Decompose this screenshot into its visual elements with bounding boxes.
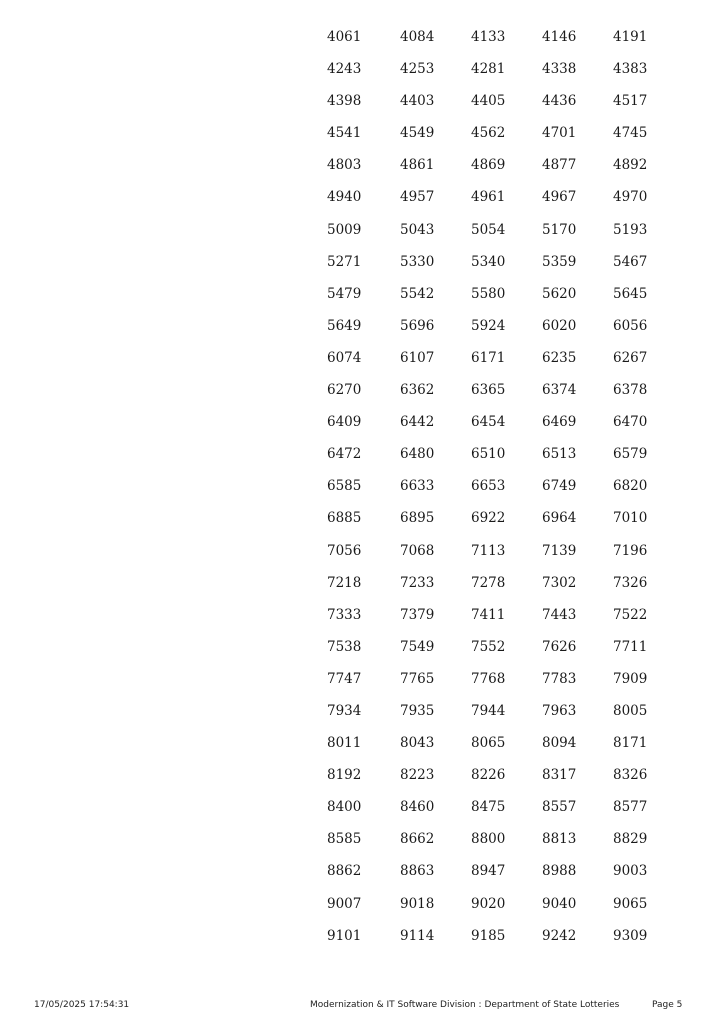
ticket-number: 6362 (400, 382, 435, 399)
ticket-number: 6374 (542, 382, 577, 399)
table-row (327, 926, 657, 958)
ticket-number: 6749 (542, 478, 577, 495)
ticket-number: 9065 (613, 895, 648, 912)
ticket-number: 4191 (613, 29, 648, 45)
table-row (327, 476, 657, 508)
table-row (327, 701, 657, 733)
ticket-number: 8475 (471, 799, 506, 816)
ticket-number: 5359 (542, 253, 577, 270)
ticket-number: 4892 (613, 157, 648, 174)
ticket-number: 5542 (400, 285, 435, 302)
ticket-number: 7934 (327, 702, 362, 719)
table-row (327, 412, 657, 444)
table-row (327, 59, 657, 91)
ticket-number: 8192 (327, 767, 362, 784)
ticket-number: 5271 (327, 253, 362, 270)
table-row (327, 605, 657, 637)
ticket-number: 8005 (613, 702, 648, 719)
ticket-number: 4803 (327, 157, 362, 174)
ticket-number: 9020 (471, 895, 506, 912)
ticket-number: 6020 (542, 317, 577, 334)
table-row (327, 187, 657, 219)
ticket-number: 8094 (542, 735, 577, 752)
ticket-number: 6235 (542, 349, 577, 366)
ticket-number: 6885 (327, 510, 362, 527)
ticket-number: 8585 (327, 831, 362, 848)
ticket-number: 4869 (471, 157, 506, 174)
ticket-number: 9185 (471, 927, 506, 944)
ticket-number: 7139 (542, 542, 577, 559)
ticket-number: 6480 (400, 446, 435, 463)
table-row (327, 348, 657, 380)
table-row (327, 220, 657, 252)
ticket-number: 4940 (327, 189, 362, 206)
ticket-number: 8557 (542, 799, 577, 816)
table-row (327, 733, 657, 765)
ticket-number: 8065 (471, 735, 506, 752)
ticket-number: 9003 (613, 863, 648, 880)
ticket-number: 4541 (327, 125, 362, 142)
ticket-number: 5645 (613, 285, 648, 302)
table-row (327, 541, 657, 573)
ticket-number: 4084 (400, 29, 435, 45)
ticket-number: 7333 (327, 606, 362, 623)
ticket-number: 4861 (400, 157, 435, 174)
ticket-number: 5696 (400, 317, 435, 334)
ticket-number: 8862 (327, 863, 362, 880)
ticket-number: 5649 (327, 317, 362, 334)
ticket-number: 7626 (542, 638, 577, 655)
ticket-number: 7768 (471, 670, 506, 687)
ticket-number: 7909 (613, 670, 648, 687)
ticket-number: 5479 (327, 285, 362, 302)
ticket-number: 7538 (327, 638, 362, 655)
winning-numbers-grid (327, 27, 657, 958)
table-row (327, 508, 657, 540)
ticket-number: 6270 (327, 382, 362, 399)
ticket-number: 7935 (400, 702, 435, 719)
table-row (327, 27, 657, 59)
ticket-number: 6470 (613, 414, 648, 431)
ticket-number: 7944 (471, 702, 506, 719)
ticket-number: 4061 (327, 29, 362, 45)
ticket-number: 8223 (400, 767, 435, 784)
table-row (327, 797, 657, 829)
table-row (327, 894, 657, 926)
ticket-number: 5340 (471, 253, 506, 270)
ticket-number: 7411 (471, 606, 506, 623)
ticket-number: 8829 (613, 831, 648, 848)
footer-page-number: Page 5 (652, 1000, 683, 1010)
ticket-number: 4517 (613, 93, 648, 110)
ticket-number: 7233 (400, 574, 435, 591)
ticket-number: 5043 (400, 221, 435, 238)
ticket-number: 7552 (471, 638, 506, 655)
ticket-number: 7522 (613, 606, 648, 623)
ticket-number: 5467 (613, 253, 648, 270)
ticket-number: 4701 (542, 125, 577, 142)
ticket-number: 7056 (327, 542, 362, 559)
ticket-number: 4338 (542, 61, 577, 78)
ticket-number: 6074 (327, 349, 362, 366)
ticket-number: 4967 (542, 189, 577, 206)
ticket-number: 7113 (471, 542, 506, 559)
table-row (327, 252, 657, 284)
table-row (327, 669, 657, 701)
ticket-number: 6442 (400, 414, 435, 431)
table-row (327, 284, 657, 316)
ticket-number: 7783 (542, 670, 577, 687)
ticket-number: 7379 (400, 606, 435, 623)
ticket-number: 7443 (542, 606, 577, 623)
ticket-number: 5620 (542, 285, 577, 302)
ticket-number: 6964 (542, 510, 577, 527)
ticket-number: 6922 (471, 510, 506, 527)
ticket-number: 6365 (471, 382, 506, 399)
ticket-number: 6267 (613, 349, 648, 366)
ticket-number: 4281 (471, 61, 506, 78)
table-row (327, 91, 657, 123)
ticket-number: 9040 (542, 895, 577, 912)
ticket-number: 7765 (400, 670, 435, 687)
ticket-number: 6056 (613, 317, 648, 334)
ticket-number: 4877 (542, 157, 577, 174)
ticket-number: 4549 (400, 125, 435, 142)
ticket-number: 4745 (613, 125, 648, 142)
ticket-number: 6107 (400, 349, 435, 366)
ticket-number: 4146 (542, 29, 577, 45)
table-row (327, 123, 657, 155)
ticket-number: 6579 (613, 446, 648, 463)
ticket-number: 5193 (613, 221, 648, 238)
ticket-number: 9309 (613, 927, 648, 944)
ticket-number: 9114 (400, 927, 435, 944)
ticket-number: 4562 (471, 125, 506, 142)
ticket-number: 8171 (613, 735, 648, 752)
ticket-number: 8988 (542, 863, 577, 880)
table-row (327, 637, 657, 669)
ticket-number: 4961 (471, 189, 506, 206)
footer-division: Modernization & IT Software Division : Department of State Lotteries (310, 1000, 620, 1010)
ticket-number: 6585 (327, 478, 362, 495)
ticket-number: 7711 (613, 638, 648, 655)
ticket-number: 5330 (400, 253, 435, 270)
ticket-number: 7068 (400, 542, 435, 559)
ticket-number: 4970 (613, 189, 648, 206)
ticket-number: 6513 (542, 446, 577, 463)
ticket-number: 9018 (400, 895, 435, 912)
ticket-number: 4405 (471, 93, 506, 110)
ticket-number: 7747 (327, 670, 362, 687)
ticket-number: 5054 (471, 221, 506, 238)
ticket-number: 6378 (613, 382, 648, 399)
ticket-number: 4243 (327, 61, 362, 78)
ticket-number: 8226 (471, 767, 506, 784)
ticket-number: 5924 (471, 317, 506, 334)
table-row (327, 380, 657, 412)
ticket-number: 6409 (327, 414, 362, 431)
ticket-number: 8326 (613, 767, 648, 784)
ticket-number: 4957 (400, 189, 435, 206)
ticket-number: 7326 (613, 574, 648, 591)
ticket-number: 7196 (613, 542, 648, 559)
ticket-number: 7278 (471, 574, 506, 591)
ticket-number: 5170 (542, 221, 577, 238)
ticket-number: 8577 (613, 799, 648, 816)
ticket-number: 6653 (471, 478, 506, 495)
ticket-number: 7218 (327, 574, 362, 591)
ticket-number: 8043 (400, 735, 435, 752)
ticket-number: 8800 (471, 831, 506, 848)
ticket-number: 6895 (400, 510, 435, 527)
ticket-number: 4133 (471, 29, 506, 45)
ticket-number: 9242 (542, 927, 577, 944)
ticket-number: 6633 (400, 478, 435, 495)
ticket-number: 6469 (542, 414, 577, 431)
ticket-number: 8947 (471, 863, 506, 880)
ticket-number: 6454 (471, 414, 506, 431)
ticket-number: 5009 (327, 221, 362, 238)
ticket-number: 8460 (400, 799, 435, 816)
ticket-number: 8662 (400, 831, 435, 848)
table-row (327, 765, 657, 797)
ticket-number: 8400 (327, 799, 362, 816)
ticket-number: 7010 (613, 510, 648, 527)
table-row (327, 829, 657, 861)
ticket-number: 6171 (471, 349, 506, 366)
ticket-number: 6820 (613, 478, 648, 495)
footer-timestamp: 17/05/2025 17:54:31 (34, 1000, 130, 1010)
ticket-number: 8317 (542, 767, 577, 784)
ticket-number: 8863 (400, 863, 435, 880)
ticket-number: 7963 (542, 702, 577, 719)
table-row (327, 573, 657, 605)
ticket-number: 4398 (327, 93, 362, 110)
ticket-number: 4436 (542, 93, 577, 110)
ticket-number: 8011 (327, 735, 362, 752)
ticket-number: 7302 (542, 574, 577, 591)
ticket-number: 9007 (327, 895, 362, 912)
table-row (327, 316, 657, 348)
ticket-number: 8813 (542, 831, 577, 848)
ticket-number: 7549 (400, 638, 435, 655)
ticket-number: 5580 (471, 285, 506, 302)
ticket-number: 6472 (327, 446, 362, 463)
ticket-number: 6510 (471, 446, 506, 463)
table-row (327, 444, 657, 476)
table-row (327, 155, 657, 187)
ticket-number: 4253 (400, 61, 435, 78)
table-row (327, 861, 657, 893)
ticket-number: 4383 (613, 61, 648, 78)
ticket-number: 4403 (400, 93, 435, 110)
ticket-number: 9101 (327, 927, 362, 944)
page-footer (0, 1000, 724, 1014)
